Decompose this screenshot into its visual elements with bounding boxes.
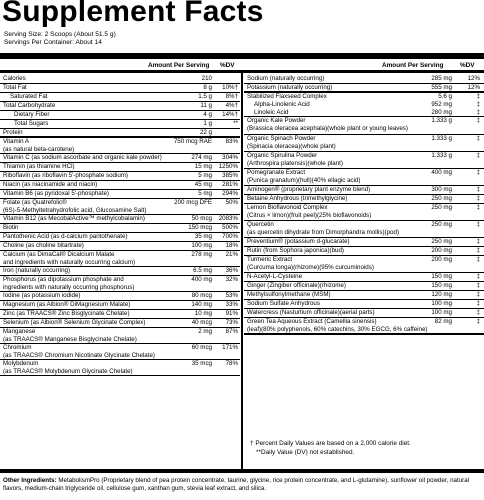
left_rows-nutrient-name: Calories (3, 75, 26, 82)
left_rows-row (0, 172, 240, 181)
left_rows-daily-value: 78% (225, 360, 238, 367)
left-column (0, 75, 240, 375)
left_rows-row (0, 120, 240, 129)
right_rows-nutrient-name: Lemon Bioflavonoid Complex (247, 204, 328, 211)
left_rows-row (0, 129, 240, 138)
left_rows-daily-value: 700% (222, 233, 238, 240)
left_rows-row (0, 163, 240, 172)
right_rows-amount: 200 mg (431, 256, 452, 263)
left_rows-amount: 60 mcg (191, 344, 212, 351)
right_rows-daily-value: ‡ (476, 256, 480, 263)
right_rows-amount: 285 mg (431, 75, 452, 82)
right_rows-row (244, 195, 484, 204)
right_rows-daily-value: ‡ (476, 318, 480, 325)
right_rows-nutrient-name: (Brassica oleracea acephala)(whole plant or young leaves) (247, 124, 408, 132)
right_rows-daily-value: ‡ (476, 282, 480, 289)
left_rows-nutrient-name: Zinc (as TRAACS® Zinc Bisglycinate Chelate) (3, 310, 130, 317)
right_rows-nutrient-name: Potassium (naturally occurring) (247, 84, 333, 91)
right_rows-nutrient-name: Pomegranate Extract (247, 169, 306, 176)
left_rows-nutrient-name: Chromium (3, 344, 32, 351)
left_rows-amount: 10 mg (194, 310, 212, 317)
right_rows-nutrient-name: Organic Spinach Powder (247, 135, 316, 142)
serving-size: Serving Size: 2 Scoops (About 51.5 g) (4, 31, 116, 38)
left_rows-row (0, 75, 240, 84)
left_rows-nutrient-name: Protein (3, 129, 23, 136)
right_rows-amount: 120 mg (431, 291, 452, 298)
right-header-amount: Amount Per Serving (382, 62, 444, 69)
right_rows-row (244, 93, 484, 101)
left_rows-amount: 35 mg (194, 233, 212, 240)
right_rows-nutrient-name: (as quercetin dihydrate from Dimorphandra mollis)(pod) (247, 228, 399, 236)
left_rows-row (0, 310, 240, 319)
right_rows-daily-value: ‡ (476, 204, 480, 211)
right_rows-daily-value: ‡ (476, 273, 480, 280)
left_rows-daily-value: 53% (225, 292, 238, 299)
right_rows-daily-value: ‡ (476, 169, 480, 176)
right_rows-daily-value: ‡ (476, 309, 480, 316)
other-ingredients-text: MetabolismPro (Proprietary blend of pea protein concentrate, taurine, glycine, rice protein concentrate, and L-glutamine), sunflower oil powder, natural flavors, medium-chain triglyceride oil, cellulose gum, xanthan gum, stevia leaf extract, and silica. (3, 477, 470, 492)
left_rows-amount: 400 mg (191, 276, 212, 283)
left_rows-nutrient-name: Folate (as Quatrefolic® (3, 199, 67, 206)
left_rows-amount: 40 mcg (191, 319, 212, 326)
right_rows-amount: 250 mg (431, 195, 452, 202)
right_rows-amount: 150 mg (431, 282, 452, 289)
left_rows-nutrient-name: Choline (as choline bitartrate) (3, 242, 84, 249)
left_rows-nutrient-name: Vitamin B6 (as pyridoxal 5'-phosphate) (3, 190, 109, 197)
right_rows-row (244, 300, 484, 309)
right_rows-nutrient-name: Sodium (naturally occurring) (247, 75, 325, 82)
right_rows-row (244, 204, 484, 221)
left_rows-row (0, 190, 240, 199)
left_rows-row (0, 111, 240, 120)
right_rows-daily-value: 12% (467, 84, 480, 91)
right_rows-amount: 1.333 g (431, 152, 452, 159)
right_rows-daily-value: ‡ (476, 135, 480, 142)
left_rows-nutrient-name: Molybdenum (3, 360, 39, 367)
right_rows-amount: 200 mg (431, 247, 452, 254)
right_rows-row (244, 109, 484, 117)
right_rows-nutrient-name: (Spinacia oleracea)(whole plant) (247, 142, 336, 150)
left_rows-amount: 200 mcg DFE (174, 199, 212, 206)
left_rows-amount: 8 g (203, 84, 212, 91)
left_rows-daily-value: 4%† (225, 102, 238, 109)
right_rows-nutrient-name: (Curcuma longa)(rhizome)(95% curcuminoids) (247, 263, 374, 271)
right_rows-daily-value: ‡ (476, 221, 480, 228)
left_rows-daily-value: 1250% (218, 163, 238, 170)
left_rows-daily-value: 14%† (222, 111, 238, 118)
right_rows-amount: 1.333 g (431, 117, 452, 124)
left_rows-amount: 50 mcg (191, 215, 212, 222)
left_rows-row (0, 301, 240, 310)
right_rows-amount: 300 mg (431, 186, 452, 193)
left_rows-amount: 5 mg (198, 172, 212, 179)
right_rows-row (244, 186, 484, 195)
left_rows-amount: 140 mg (191, 301, 212, 308)
left_rows-daily-value: 21% (225, 251, 238, 258)
left_rows-daily-value: 2083% (218, 215, 238, 222)
column-divider (241, 73, 243, 469)
right_rows-nutrient-name: Turmeric Extract (247, 256, 293, 263)
left_rows-nutrient-name: Iron (naturally occurring) (3, 267, 71, 274)
left_rows-row (0, 319, 240, 328)
right_rows-amount: 555 mg (431, 84, 452, 91)
left_rows-nutrient-name: Total Carbohydrate (3, 102, 56, 109)
right_rows-row (244, 135, 484, 152)
left_rows-row (0, 360, 240, 376)
right_rows-row (244, 84, 484, 93)
right_rows-amount: 150 mg (431, 273, 452, 280)
left_rows-nutrient-name: Total Fat (3, 84, 27, 91)
right_rows-nutrient-name: Organic Spirulina Powder (247, 152, 318, 159)
footnote-dv: † Percent Daily Values are based on a 2,000 calorie diet. (250, 440, 411, 447)
left_rows-nutrient-name: Niacin (as niacinamide and niacin) (3, 181, 98, 188)
left_rows-amount: 45 mg (194, 181, 212, 188)
right_rows-nutrient-name: Methylsulfonylmethane (MSM) (247, 291, 331, 298)
top-thick-rule (0, 53, 484, 59)
left_rows-daily-value: 91% (225, 310, 238, 317)
left_rows-row (0, 84, 240, 93)
right_rows-amount: 250 mg (431, 221, 452, 228)
right_rows-daily-value: ‡ (476, 152, 480, 159)
right_rows-nutrient-name: Stabilized Flaxseed Complex (247, 93, 327, 100)
right_rows-nutrient-name: N-Acetyl-L-Cysteine (247, 273, 303, 280)
right_rows-amount: 82 mg (434, 318, 452, 325)
left_rows-nutrient-name: Total Sugars (14, 120, 49, 127)
right_rows-daily-value: ‡ (476, 300, 480, 307)
left_rows-amount: 15 mg (194, 163, 212, 170)
left_rows-row (0, 224, 240, 233)
left_rows-amount: 278 mg (191, 251, 212, 258)
right_rows-daily-value: ‡ (476, 109, 480, 116)
left_rows-nutrient-name: Biotin (3, 224, 19, 231)
left_rows-nutrient-name: (as TRAACS® Chromium Nicotinate Glycinate Chelate) (3, 351, 155, 359)
right_rows-daily-value: ‡ (476, 291, 480, 298)
right_rows-row (244, 247, 484, 256)
left_rows-daily-value: 294% (222, 190, 238, 197)
right_rows-daily-value: ‡ (476, 195, 480, 202)
left_rows-daily-value: 83% (225, 138, 238, 145)
right_rows-daily-value: 12% (467, 75, 480, 82)
right_rows-row (244, 101, 484, 109)
right_rows-daily-value: ‡ (476, 238, 480, 245)
left-header-dv: %DV (220, 62, 235, 69)
left_rows-daily-value: 281% (222, 181, 238, 188)
right_rows-nutrient-name: Ginger (Zingiber officinale)(rhizome) (247, 282, 346, 289)
left_rows-daily-value: 87% (225, 328, 238, 335)
right_rows-amount: 400 mg (431, 169, 452, 176)
right_rows-amount: 952 mg (431, 101, 452, 108)
left_rows-daily-value: 36% (225, 267, 238, 274)
left_rows-row (0, 276, 240, 292)
left_rows-daily-value: 32% (225, 276, 238, 283)
left_rows-amount: 150 mcg (188, 224, 212, 231)
panel-title: Supplement Facts (2, 0, 264, 28)
left_rows-nutrient-name: Vitamin B12 (as MecobalActive™ methylcobalamin) (3, 215, 145, 222)
left_rows-daily-value: 73% (225, 319, 238, 326)
left_rows-row (0, 344, 240, 360)
right_rows-amount: 100 mg (431, 309, 452, 316)
right_rows-daily-value: ‡ (476, 247, 480, 254)
left_rows-nutrient-name: Calcium (as DimaCal® Dicalcium Malate (3, 251, 115, 258)
left_rows-row (0, 251, 240, 267)
other-ingredients (0, 476, 484, 494)
right_rows-nutrient-name: Betaine Anhydrous (trimethylglycine) (247, 195, 348, 202)
right_rows-daily-value: ‡ (476, 101, 480, 108)
left_rows-daily-value: ** (233, 120, 238, 127)
left_rows-amount: 2 mg (198, 328, 212, 335)
left_rows-amount: 100 mg (191, 242, 212, 249)
right_rows-amount: 250 mg (431, 204, 452, 211)
left_rows-amount: 80 mcg (191, 292, 212, 299)
left_rows-nutrient-name: (as TRAACS® Molybdenum Glycinate Chelate) (3, 367, 133, 375)
left_rows-daily-value: 50% (225, 199, 238, 206)
right-header-dv: %DV (460, 62, 475, 69)
right_rows-row (244, 117, 484, 135)
left_rows-nutrient-name: Phosphorus (as dipotassium phosphate and (3, 276, 124, 283)
left_rows-daily-value: 304% (222, 154, 238, 161)
right_rows-nutrient-name: Quercetin (247, 221, 274, 228)
left_rows-nutrient-name: Pantothenic Acid (as d-calcium pantothenate) (3, 233, 128, 240)
left_rows-row (0, 93, 240, 102)
left_rows-nutrient-name: Manganese (3, 328, 36, 335)
right_rows-row (244, 291, 484, 300)
right_rows-nutrient-name: Linoleic Acid (254, 109, 289, 116)
right_rows-row (244, 282, 484, 291)
right_rows-amount: 280 mg (431, 109, 452, 116)
right_rows-nutrient-name: (Punica granatum)(hull)(40% ellagic acid) (247, 176, 361, 184)
right_rows-row (244, 238, 484, 247)
left_rows-nutrient-name: Riboflavin (as riboflavin 5'-phosphate sodium) (3, 172, 128, 179)
right_rows-nutrient-name: Rutin (from Sophora japonica)(bud) (247, 247, 344, 254)
left_rows-nutrient-name: (as natural beta-carotene) (3, 145, 75, 153)
right_rows-row (244, 75, 484, 84)
left_rows-nutrient-name: (as TRAACS® Manganese Bisglycinate Chelate) (3, 335, 137, 343)
left_rows-nutrient-name: (6S)-5-Methyltetrahydrofolic acid, Glucosamine Salt) (3, 206, 147, 214)
left_rows-amount: 11 g (200, 102, 212, 109)
left_rows-row (0, 138, 240, 154)
right_rows-nutrient-name: Preventium® (potassium d-glucarate) (247, 238, 350, 245)
left_rows-row (0, 328, 240, 344)
left_rows-amount: 1.5 g (198, 93, 212, 100)
left_rows-daily-value: 10%† (222, 84, 238, 91)
right_rows-nutrient-name: Alpha-Linolenic Acid (254, 101, 310, 108)
left_rows-amount: 6.5 mg (193, 267, 212, 274)
left_rows-daily-value: 385% (222, 172, 238, 179)
servings-per-container: Servings Per Container: About 14 (4, 39, 102, 46)
right_rows-row (244, 309, 484, 318)
right_rows-row (244, 221, 484, 238)
left_rows-nutrient-name: Vitamin C (as sodium ascorbate and organic kale powder) (3, 154, 162, 161)
right_rows-nutrient-name: (Arthrospira platensis)(whole plant) (247, 159, 343, 167)
left_rows-amount: 5 mg (198, 190, 212, 197)
right_rows-nutrient-name: Sodium Sulfate Anhydrous (247, 300, 320, 307)
left_rows-amount: 1 g (203, 120, 212, 127)
left_rows-nutrient-name: Thiamin (as thiamine HCl) (3, 163, 75, 170)
left_rows-row (0, 181, 240, 190)
right-column (244, 75, 484, 333)
right_rows-nutrient-name: (Citrus × limon)(fruit peel)(25% bioflavonoids) (247, 211, 372, 219)
left_rows-nutrient-name: ingredients with naturally occurring phosphorus) (3, 283, 135, 291)
right_rows-nutrient-name: Organic Kale Powder (247, 117, 306, 124)
left_rows-daily-value: 8%† (225, 93, 238, 100)
left_rows-amount: 22 g (199, 129, 212, 136)
left_rows-daily-value: 33% (225, 301, 238, 308)
left_rows-row (0, 242, 240, 251)
right_rows-row (244, 169, 484, 186)
right_rows-daily-value: ‡ (476, 186, 480, 193)
left_rows-amount: 750 mcg RAE (173, 138, 212, 145)
other-ingredients-label: Other Ingredients: (3, 477, 57, 484)
right_rows-nutrient-name: (leaf)(80% polyphenols, 60% catechins, 30% EGCG, 6% caffeine) (247, 325, 428, 333)
left_rows-nutrient-name: Dietary Fiber (14, 111, 50, 118)
right_rows-row (244, 152, 484, 169)
right_rows-amount: 250 mg (431, 238, 452, 245)
left-header-amount: Amount Per Serving (148, 62, 210, 69)
left_rows-amount: 274 mg (191, 154, 212, 161)
right_rows-amount: 100 mg (431, 300, 452, 307)
left_rows-row (0, 154, 240, 163)
right_rows-row (244, 256, 484, 273)
right_rows-row (244, 273, 484, 282)
right_rows-amount: 1.333 g (431, 135, 452, 142)
left_rows-nutrient-name: Vitamin A (3, 138, 30, 145)
left_rows-row (0, 102, 240, 111)
left_rows-row (0, 215, 240, 224)
left_rows-row (0, 199, 240, 215)
right_rows-nutrient-name: Watercress (Nasturtium officinale)(aerial parts) (247, 309, 375, 316)
right_rows-row (244, 318, 484, 335)
left_rows-nutrient-name: Selenium (as Albion® Selenium Glycinate Complex) (3, 319, 146, 326)
left_rows-amount: 35 mcg (191, 360, 212, 367)
left_rows-nutrient-name: Saturated Fat (10, 93, 48, 100)
left_rows-nutrient-name: and ingredients with naturally occurring calcium) (3, 258, 136, 266)
right_rows-nutrient-name: Aminogen® (proprietary plant enzyme blend) (247, 186, 371, 193)
bottom-thick-rule (0, 469, 484, 473)
left_rows-daily-value: 171% (222, 344, 238, 351)
left_rows-nutrient-name: Iodine (as potassium iodide) (3, 292, 81, 299)
right_rows-amount: 5.6 g (438, 93, 452, 100)
left_rows-amount: 210 (201, 75, 212, 82)
left_rows-daily-value: 18% (225, 242, 238, 249)
right_rows-daily-value: ‡ (476, 93, 480, 100)
left_rows-nutrient-name: Magnesium (as Albion® DiMagnesium Malate) (3, 301, 131, 308)
left_rows-row (0, 233, 240, 242)
right_rows-nutrient-name: Green Tea Aqueous Extract (Camellia sinensis) (247, 318, 377, 325)
right_rows-daily-value: ‡ (476, 117, 480, 124)
left_rows-amount: 4 g (203, 111, 212, 118)
left_rows-daily-value: 500% (222, 224, 238, 231)
left_rows-row (0, 292, 240, 301)
footnote-not-established: **Daily Value (DV) not established. (256, 449, 355, 456)
left_rows-row (0, 267, 240, 276)
